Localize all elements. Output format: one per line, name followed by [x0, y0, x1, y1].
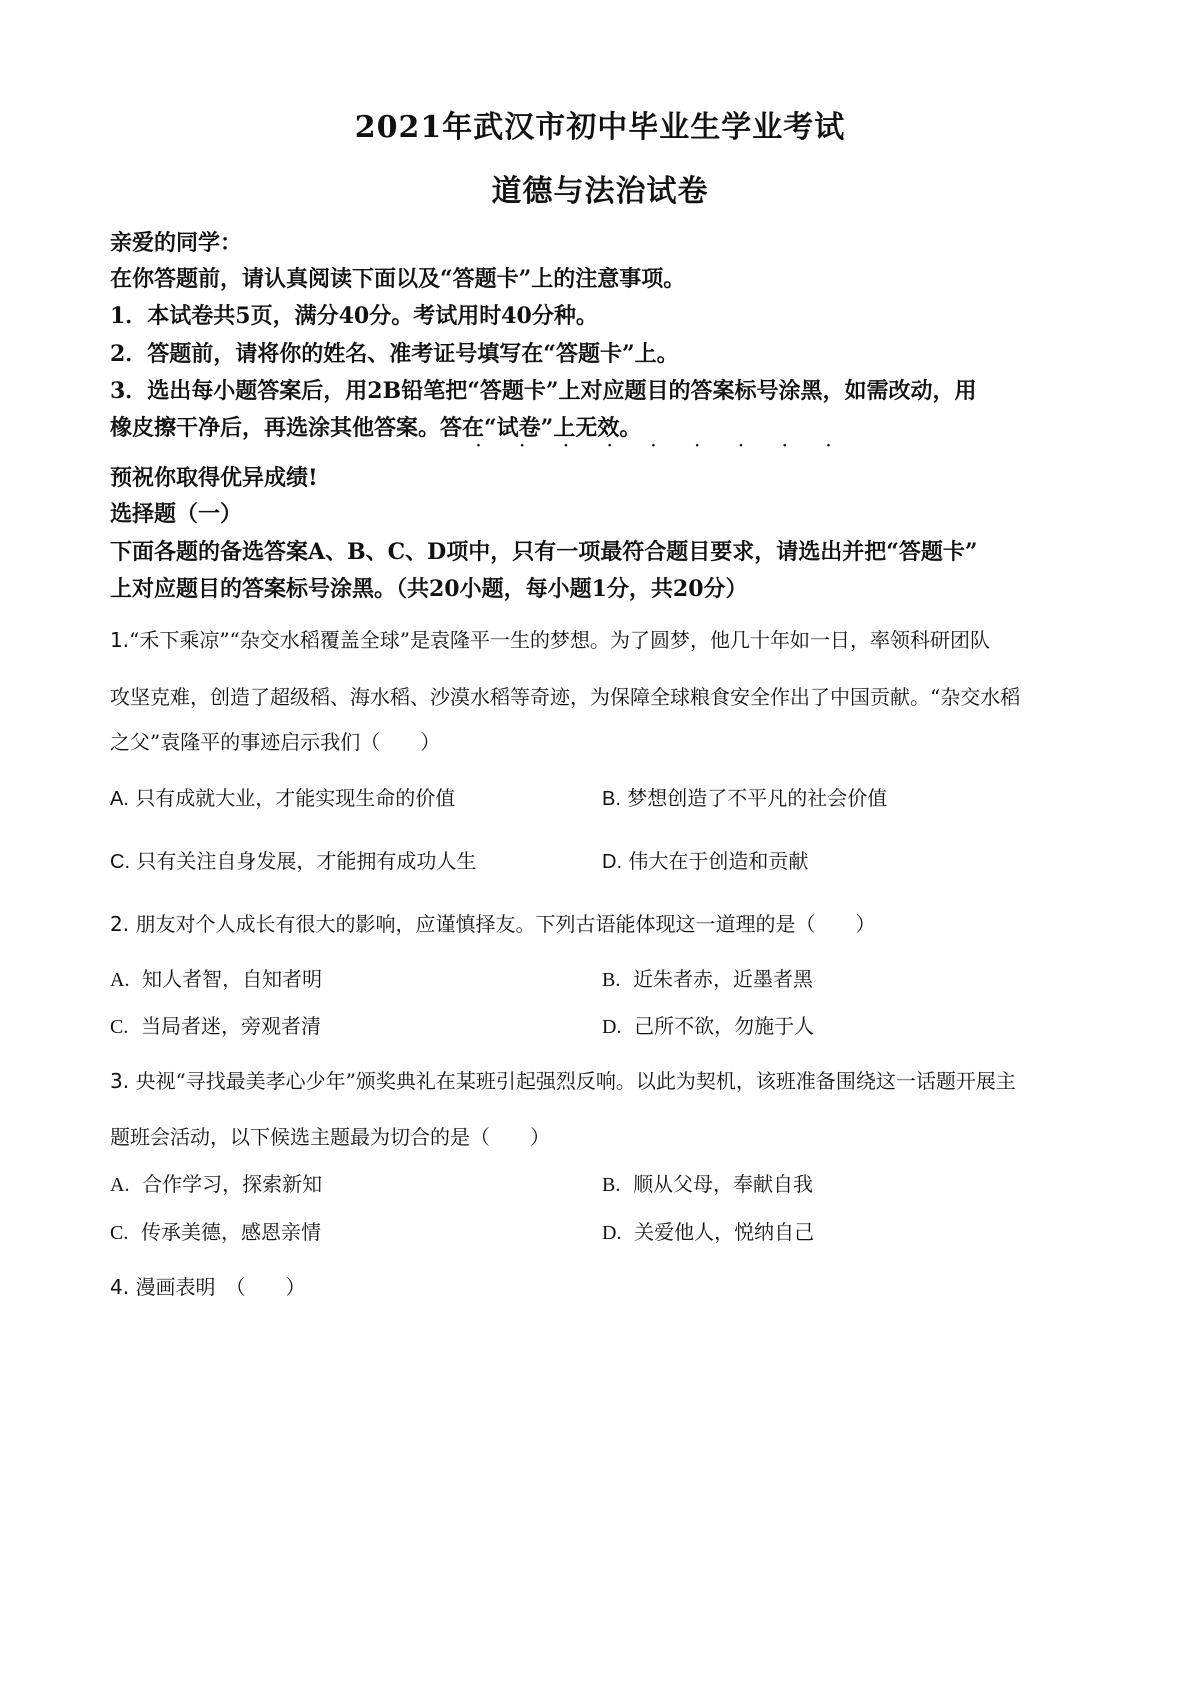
option-label: B. [602, 788, 621, 810]
question-2-line1 [110, 908, 875, 937]
question-1-line3 [110, 726, 440, 755]
instructions-intro: 在你答题前，请认真阅读下面以及“答题卡”上的注意事项。 [110, 266, 686, 292]
option-label: A. [110, 788, 129, 810]
question-4-line1 [110, 1271, 305, 1300]
instruction-item-1: 1．本试卷共5页，满分40分。考试用时40分种。 [110, 303, 598, 329]
q2-option-d[interactable] [602, 1010, 814, 1039]
option-text: 只有成就大业，才能实现生命的价值 [135, 786, 456, 810]
emphasized-warning: 答在“试卷”上无效。 [440, 415, 642, 441]
question-3-line1 [110, 1065, 1016, 1094]
question-text: 朋友对个人成长有很大的影响，应谨慎择友。下列古语能体现这一道理的是（ ） [135, 912, 876, 936]
option-text: 近朱者赤，近墨者黑 [633, 967, 814, 991]
option-text: 己所不欲，勿施于人 [634, 1014, 815, 1038]
question-number: 1. [110, 628, 130, 652]
section-title: 选择题（一） [110, 501, 243, 527]
question-number: 2. [110, 912, 130, 936]
emphasis-dots: · · · · · · · · · [476, 438, 848, 454]
option-label: B. [602, 969, 621, 991]
q2-option-c[interactable] [110, 1010, 321, 1039]
instruction-item-3-text: 橡皮擦干净后，再选涂其他答案。 [110, 415, 441, 441]
q1-option-b[interactable] [602, 782, 887, 811]
option-text: 合作学习，探索新知 [142, 1172, 323, 1196]
question-text: 题班会活动，以下候选主题最为切合的是（ ） [110, 1125, 550, 1149]
option-label: D. [602, 851, 622, 873]
good-luck-wish: 预祝你取得优异成绩! [110, 465, 318, 491]
instruction-item-2: 2．答题前，请将你的姓名、准考证号填写在“答题卡”上。 [110, 341, 679, 367]
question-number: 3. [110, 1069, 130, 1093]
question-3-line2 [110, 1121, 550, 1150]
option-text: 伟大在于创造和贡献 [628, 849, 809, 873]
question-1-line2 [110, 681, 1020, 710]
q2-option-b[interactable] [602, 963, 813, 992]
option-label: C. [110, 1016, 129, 1038]
option-label: D. [602, 1222, 622, 1244]
question-text: 攻坚克难，创造了超级稻、海水稻、沙漠水稻等奇迹，为保障全球粮食安全作出了中国贡献。“杂交水稻 [110, 685, 1021, 709]
q3-option-b[interactable] [602, 1168, 813, 1197]
option-text: 当局者迷，旁观者清 [141, 1014, 322, 1038]
option-text: 传承美德，感恩亲情 [141, 1220, 322, 1244]
q3-option-a[interactable] [110, 1168, 322, 1197]
option-label: C. [110, 851, 130, 873]
q1-option-d[interactable] [602, 845, 808, 874]
option-text: 梦想创造了不平凡的社会价值 [627, 786, 888, 810]
q2-option-a[interactable] [110, 963, 322, 992]
question-text: 之父”袁隆平的事迹启示我们（ ） [110, 730, 441, 754]
question-number: 4. [110, 1275, 130, 1299]
question-text: 漫画表明 （ ） [135, 1275, 306, 1299]
option-label: D. [602, 1016, 622, 1038]
option-text: 知人者智，自知者明 [142, 967, 323, 991]
greeting: 亲爱的同学： [110, 230, 243, 256]
question-1-line1 [110, 624, 990, 653]
option-label: C. [110, 1222, 129, 1244]
instruction-item-3-line1: 3．选出每小题答案后，用2B铅笔把“答题卡”上对应题目的答案标号涂黑，如需改动，用 [110, 378, 977, 404]
q3-option-c[interactable] [110, 1216, 321, 1245]
option-label: A. [110, 1174, 130, 1196]
q1-option-c[interactable] [110, 845, 476, 874]
option-label: B. [602, 1174, 621, 1196]
section-desc-line1: 下面各题的备选答案A、B、C、D项中，只有一项最符合题目要求，请选出并把“答题卡” [110, 539, 978, 565]
exam-title: 2021年武汉市初中毕业生学业考试 [354, 110, 846, 145]
question-text: 央视“寻找最美孝心少年”颁奖典礼在某班引起强烈反响。以此为契机，该班准备围绕这一话题开展主 [135, 1069, 1016, 1093]
question-text: “禾下乘凉”“杂交水稻覆盖全球”是袁隆平一生的梦想。为了圆梦，他几十年如一日，率领科研团队 [129, 628, 990, 652]
q1-option-a[interactable] [110, 782, 455, 811]
q3-option-d[interactable] [602, 1216, 814, 1245]
option-text: 只有关注自身发展，才能拥有成功人生 [136, 849, 477, 873]
option-label: A. [110, 969, 130, 991]
exam-subtitle: 道德与法治试卷 [491, 174, 709, 209]
option-text: 关爱他人，悦纳自己 [634, 1220, 815, 1244]
option-text: 顺从父母，奉献自我 [633, 1172, 814, 1196]
section-desc-line2: 上对应题目的答案标号涂黑。（共20小题，每小题1分，共20分） [110, 576, 748, 602]
